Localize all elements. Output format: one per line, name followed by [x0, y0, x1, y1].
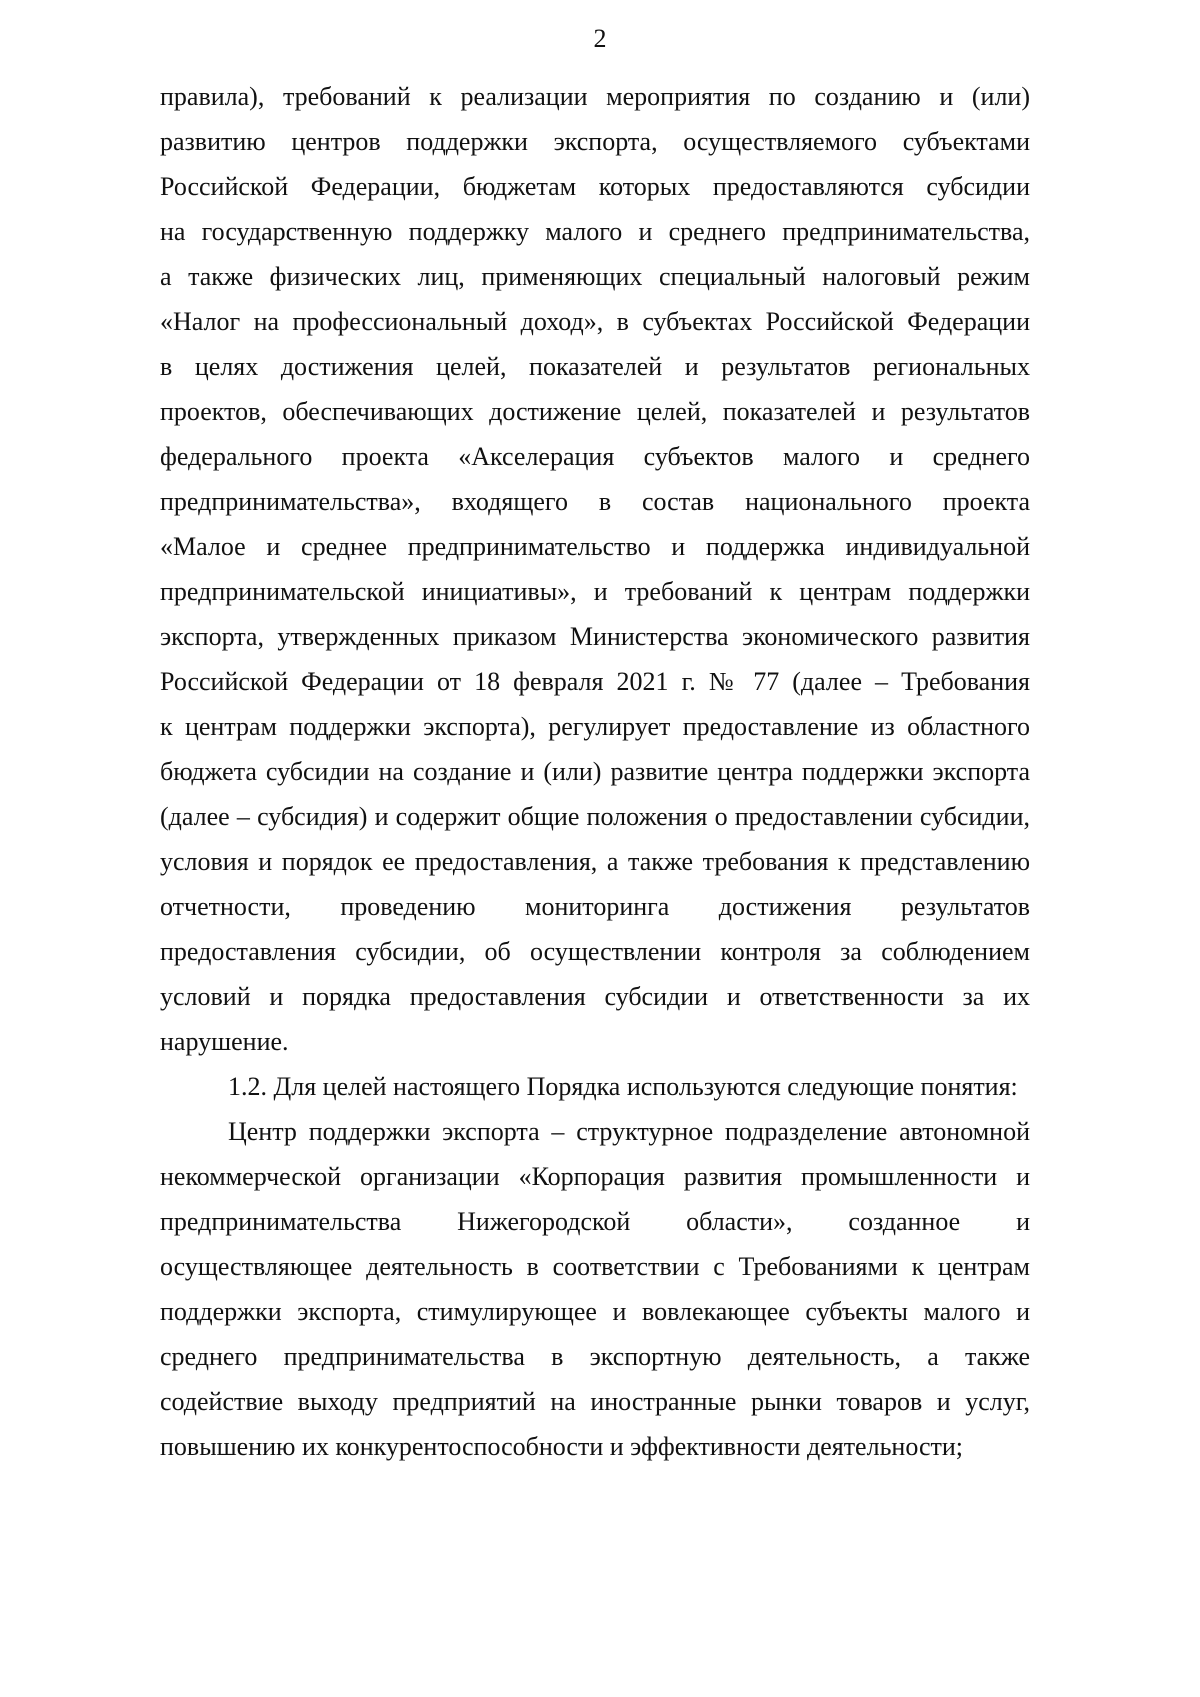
text-line: бюджета субсидии на создание и (или) развитие центра поддержки экспорта	[160, 757, 1030, 786]
text-line: поддержки экспорта, стимулирующее и вовлекающее субъекты малого и	[160, 1297, 1030, 1326]
text-line: содействие выходу предприятий на иностранные рынки товаров и услуг,	[160, 1387, 1030, 1416]
text-line: «Налог на профессиональный доход», в субъектах Российской Федерации	[160, 307, 1030, 336]
text-line: нарушение.	[160, 1027, 289, 1056]
text-line: среднего предпринимательства в экспортную деятельность, а также	[160, 1342, 1030, 1371]
text-line: предпринимательства», входящего в состав национального проекта	[160, 487, 1030, 516]
text-line: (далее – субсидия) и содержит общие положения о предоставлении субсидии,	[160, 802, 1030, 831]
text-line: федерального проекта «Акселерация субъектов малого и среднего	[160, 442, 1030, 471]
text-line: 1.2. Для целей настоящего Порядка используются следующие понятия:	[228, 1072, 1018, 1101]
text-line: а также физических лиц, применяющих специальный налоговый режим	[160, 262, 1030, 291]
text-line: условий и порядка предоставления субсидии и ответственности за их	[160, 982, 1030, 1011]
text-line: условия и порядок ее предоставления, а также требования к представлению	[160, 847, 1030, 876]
text-line: Центр поддержки экспорта – структурное подразделение автономной	[228, 1117, 1030, 1146]
document-body	[160, 80, 1030, 1475]
text-line: предпринимательской инициативы», и требований к центрам поддержки	[160, 577, 1030, 606]
text-line: Российской Федерации, бюджетам которых предоставляются субсидии	[160, 172, 1030, 201]
text-line: Российской Федерации от 18 февраля 2021 г. № 77 (далее – Требования	[160, 667, 1030, 696]
text-line: осуществляющее деятельность в соответствии с Требованиями к центрам	[160, 1252, 1030, 1281]
text-line: повышению их конкурентоспособности и эффективности деятельности;	[160, 1432, 964, 1461]
text-line: предпринимательства Нижегородской области», созданное и	[160, 1207, 1030, 1236]
text-line: «Малое и среднее предпринимательство и поддержка индивидуальной	[160, 532, 1030, 561]
text-line: в целях достижения целей, показателей и результатов региональных	[160, 352, 1030, 381]
text-line: экспорта, утвержденных приказом Министерства экономического развития	[160, 622, 1030, 651]
text-line: отчетности, проведению мониторинга достижения результатов	[160, 892, 1030, 921]
page-number: 2	[593, 24, 607, 53]
text-line: проектов, обеспечивающих достижение целей, показателей и результатов	[160, 397, 1030, 426]
text-line: предоставления субсидии, об осуществлении контроля за соблюдением	[160, 937, 1030, 966]
text-line: развитию центров поддержки экспорта, осуществляемого субъектами	[160, 127, 1030, 156]
text-line: к центрам поддержки экспорта), регулирует предоставление из областного	[160, 712, 1030, 741]
text-line: некоммерческой организации «Корпорация развития промышленности и	[160, 1162, 1030, 1191]
text-line: правила), требований к реализации мероприятия по созданию и (или)	[160, 82, 1030, 111]
text-line: на государственную поддержку малого и среднего предпринимательства,	[160, 217, 1030, 246]
